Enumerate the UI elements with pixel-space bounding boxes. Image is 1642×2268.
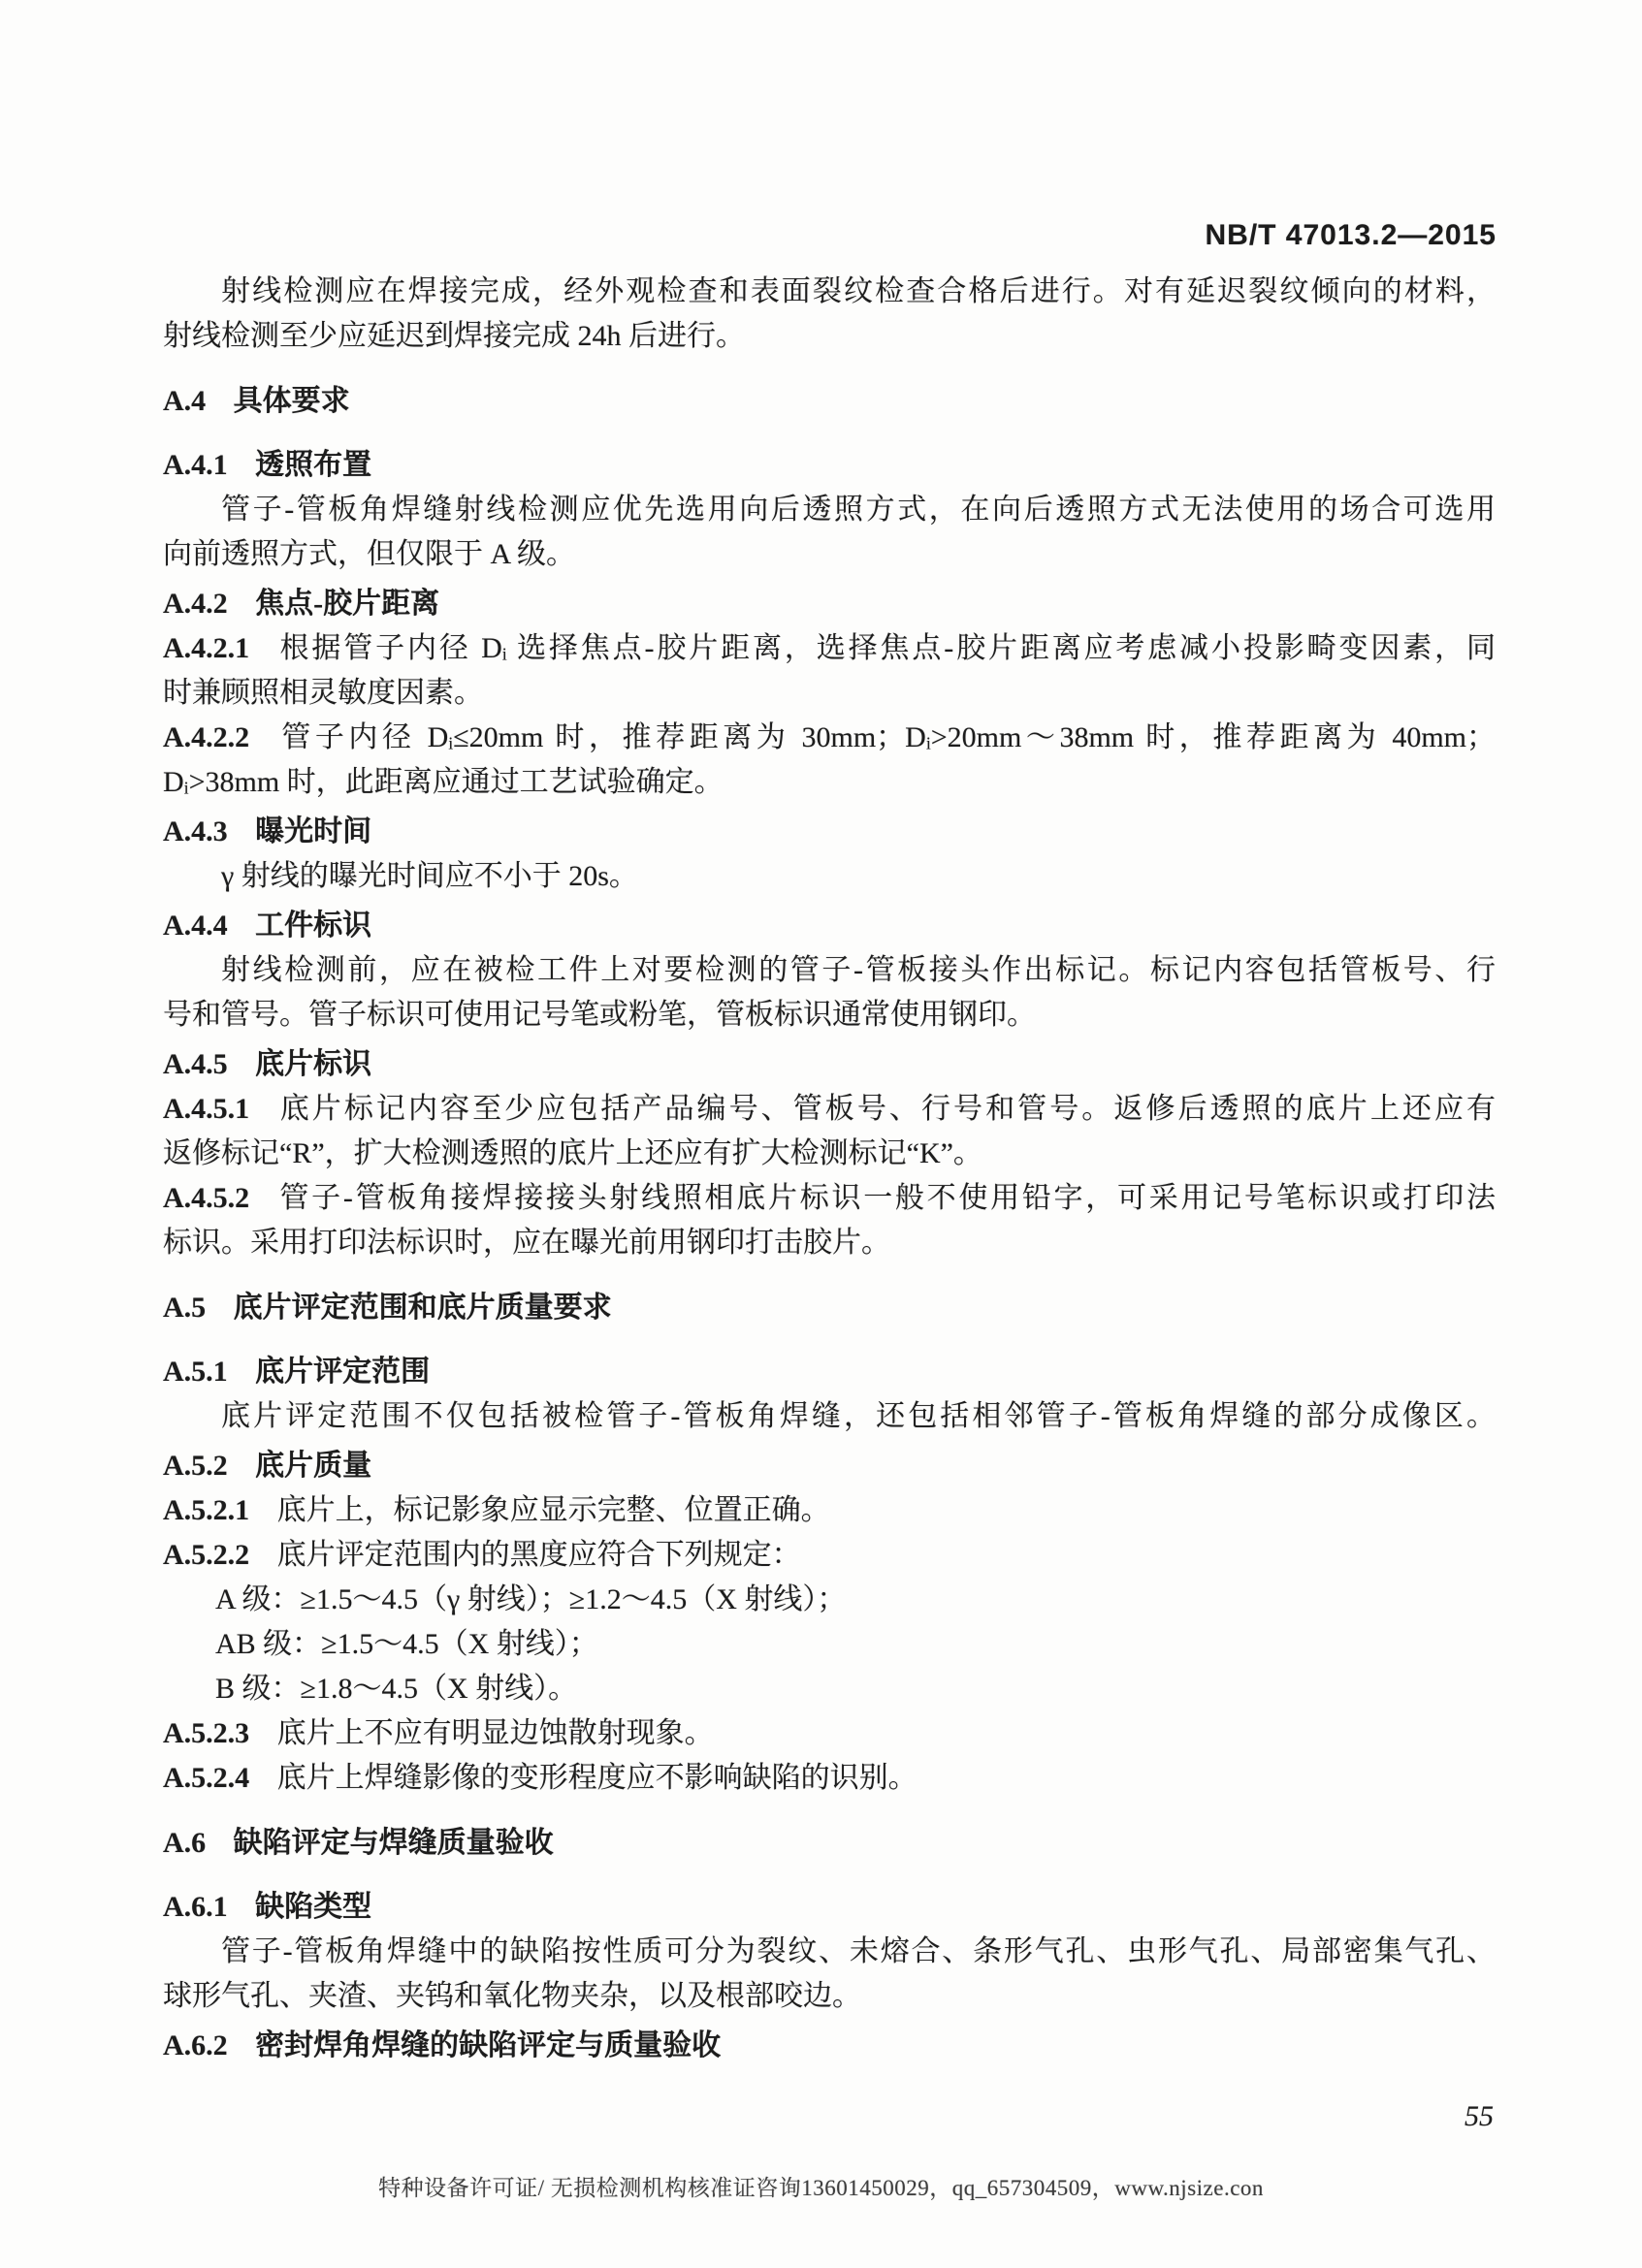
text-content: 球形气孔、夹渣、夹钨和氧化物夹杂，以及根部咬边。	[163, 1980, 861, 2012]
clause-number: A.5.2.1	[163, 1494, 250, 1526]
clause-line	[163, 626, 1496, 671]
body-line	[163, 760, 1496, 805]
clause-line	[163, 1176, 1496, 1221]
text-content: 时兼顾照相灵敏度因素。	[163, 677, 483, 709]
text-content: 底片上不应有明显边蚀散射现象。	[276, 1717, 714, 1749]
text-content: 管子内径 Dᵢ≤20mm 时，推荐距离为 30mm；Dᵢ>20mm～38mm 时，推荐距离为 40mm；	[276, 721, 1496, 753]
body-line	[163, 1132, 1496, 1176]
clause-number: A.4.3	[163, 815, 228, 847]
text-content: 具体要求	[233, 385, 350, 417]
text-content: B 级：≥1.8～4.5（X 射线）。	[215, 1673, 578, 1705]
clause-number: A.6.2	[163, 2029, 228, 2061]
text-content: 底片评定范围不仅包括被检管子-管板角焊缝，还包括相邻管子-管板角焊缝的部分成像区。	[221, 1400, 1496, 1432]
footer-watermark-text: 特种设备许可证/ 无损检测机构核准证咨询13601450029，qq_657304509，www.njsize.con	[378, 2176, 1264, 2200]
clause-number: A.4.2.2	[163, 721, 250, 753]
text-content: Dᵢ>38mm 时，此距离应通过工艺试验确定。	[163, 766, 724, 798]
page-number: 55	[1465, 2100, 1494, 2132]
text-content: 透照布置	[255, 449, 372, 481]
text-content: 底片评定范围	[255, 1356, 431, 1388]
clause-line	[163, 1756, 1496, 1801]
section-heading	[163, 379, 1496, 424]
clause-line	[163, 1533, 1496, 1578]
body-line	[163, 1930, 1496, 1974]
text-content: 底片标识	[255, 1048, 372, 1080]
list-line	[163, 1578, 1496, 1622]
text-content: 底片上，标记影象应显示完整、位置正确。	[276, 1494, 830, 1526]
subsection-heading	[163, 1350, 1496, 1394]
clause-number: A.4.5.1	[163, 1093, 250, 1125]
text-content: 根据管子内径 Dᵢ 选择焦点-胶片距离，选择焦点-胶片距离应考虑减小投影畸变因素，同	[276, 632, 1496, 664]
subsection-heading	[163, 904, 1496, 948]
clause-number: A.4.2.1	[163, 632, 250, 664]
clause-number: A.5.2.4	[163, 1762, 250, 1794]
clause-number: A.5	[163, 1292, 207, 1324]
section-heading	[163, 1821, 1496, 1866]
clause-line	[163, 716, 1496, 760]
text-content: 管子-管板角接焊接接头射线照相底片标识一般不使用铅字，可采用记号笔标识或打印法	[276, 1182, 1496, 1214]
clause-line	[163, 1488, 1496, 1533]
clause-number: A.6.1	[163, 1891, 228, 1923]
clause-number: A.5.1	[163, 1356, 228, 1388]
clause-number: A.4	[163, 385, 207, 417]
body-line	[163, 488, 1496, 532]
list-line	[163, 1622, 1496, 1667]
document-body	[163, 270, 1496, 2068]
clause-number: A.6	[163, 1827, 207, 1859]
text-content: 缺陷评定与焊缝质量验收	[233, 1827, 554, 1859]
section-heading	[163, 1286, 1496, 1330]
text-content: 返修标记“R”，扩大检测透照的底片上还应有扩大检测标记“K”。	[163, 1137, 982, 1169]
body-line	[163, 854, 1496, 899]
text-content: 密封焊角焊缝的缺陷评定与质量验收	[255, 2029, 722, 2061]
text-content: 射线检测前，应在被检工件上对要检测的管子-管板接头作出标记。标记内容包括管板号、行	[221, 954, 1496, 986]
clause-number: A.4.1	[163, 449, 228, 481]
subsection-heading	[163, 810, 1496, 854]
subsection-heading	[163, 582, 1496, 626]
body-line	[163, 993, 1496, 1038]
text-content: 向前透照方式，但仅限于 A 级。	[163, 538, 576, 570]
text-content: 射线检测应在焊接完成，经外观检查和表面裂纹检查合格后进行。对有延迟裂纹倾向的材料，	[221, 275, 1496, 307]
clause-number: A.4.5	[163, 1048, 228, 1080]
clause-number: A.4.4	[163, 910, 228, 942]
body-line	[163, 1974, 1496, 2019]
body-line	[163, 532, 1496, 577]
subsection-heading	[163, 2024, 1496, 2068]
body-line	[163, 948, 1496, 993]
text-content: 射线检测至少应延迟到焊接完成 24h 后进行。	[163, 320, 745, 352]
text-content: 底片上焊缝影像的变形程度应不影响缺陷的识别。	[276, 1762, 918, 1794]
body-line	[163, 1221, 1496, 1265]
clause-number: A.4.2	[163, 588, 228, 620]
text-content: 底片质量	[255, 1450, 372, 1482]
text-content: γ 射线的曝光时间应不小于 20s。	[221, 860, 638, 892]
clause-number: A.4.5.2	[163, 1182, 250, 1214]
text-content: AB 级：≥1.5～4.5（X 射线）；	[215, 1628, 598, 1660]
clause-line	[163, 1087, 1496, 1132]
text-content: 标识。采用打印法标识时，应在曝光前用钢印打击胶片。	[163, 1227, 890, 1259]
text-content: 焦点-胶片距离	[255, 588, 440, 620]
subsection-heading	[163, 1042, 1496, 1087]
subsection-heading	[163, 1885, 1496, 1930]
document-standard-number: NB/T 47013.2—2015	[1205, 219, 1497, 251]
text-content: 管子-管板角焊缝射线检测应优先选用向后透照方式，在向后透照方式无法使用的场合可选用	[221, 494, 1496, 526]
clause-number: A.5.2	[163, 1450, 228, 1482]
text-content: 工件标识	[255, 910, 372, 942]
text-content: 号和管号。管子标识可使用记号笔或粉笔，管板标识通常使用钢印。	[163, 999, 1036, 1031]
subsection-heading	[163, 1444, 1496, 1488]
text-content: 缺陷类型	[255, 1891, 372, 1923]
text-content: 曝光时间	[255, 815, 372, 847]
list-line	[163, 1667, 1496, 1711]
clause-number: A.5.2.2	[163, 1539, 250, 1571]
text-content: 底片标记内容至少应包括产品编号、管板号、行号和管号。返修后透照的底片上还应有	[276, 1093, 1496, 1125]
text-content: A 级：≥1.5～4.5（γ 射线）；≥1.2～4.5（X 射线）；	[215, 1583, 847, 1615]
text-content: 底片评定范围内的黑度应符合下列规定：	[276, 1539, 801, 1571]
clause-line	[163, 1711, 1496, 1756]
body-line	[163, 671, 1496, 716]
body-line	[163, 314, 1496, 359]
subsection-heading	[163, 443, 1496, 488]
clause-number: A.5.2.3	[163, 1717, 250, 1749]
body-line	[163, 270, 1496, 314]
body-line	[163, 1394, 1496, 1439]
text-content: 管子-管板角焊缝中的缺陷按性质可分为裂纹、未熔合、条形气孔、虫形气孔、局部密集气孔、	[221, 1935, 1496, 1967]
text-content: 底片评定范围和底片质量要求	[233, 1292, 612, 1324]
